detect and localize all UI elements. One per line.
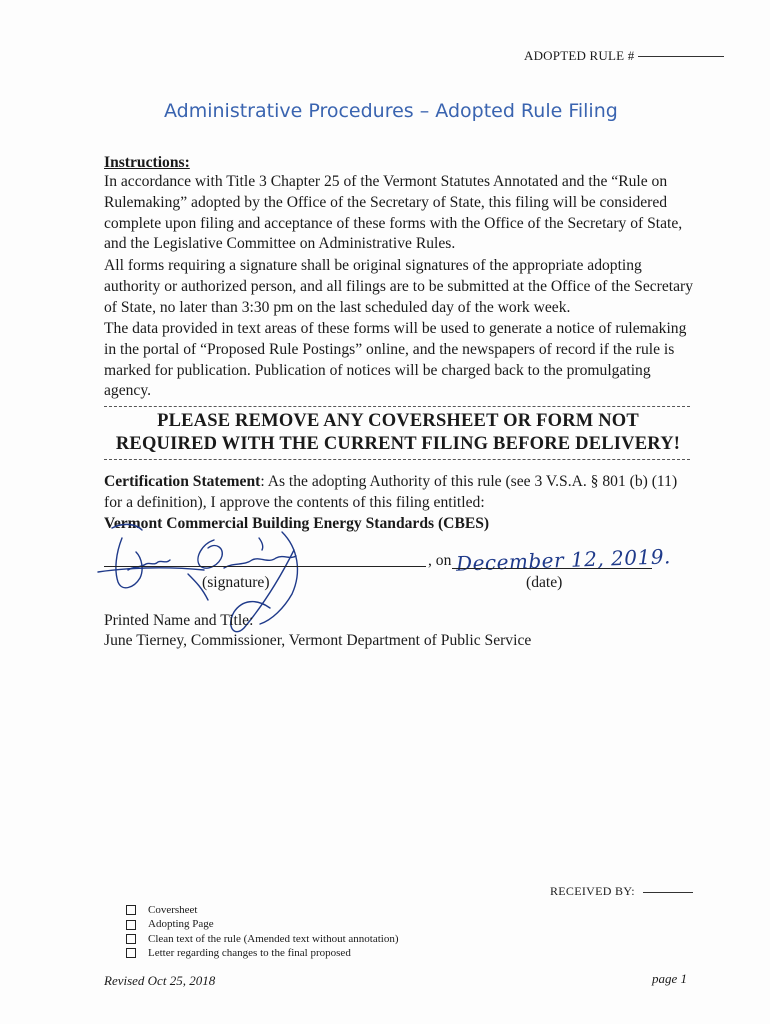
received-by-blank xyxy=(643,892,693,893)
instructions-paragraph-3: The data provided in text areas of these forms will be used to generate a notice of rulemaking in the portal of “Proposed Rule Postings” online, and the newspapers of record if the rule is marked for publication. Publication of notices will be charged back to the promulgating agency. xyxy=(104,320,687,400)
checklist-item: Coversheet xyxy=(126,903,399,917)
adopted-rule-number xyxy=(524,48,724,64)
printed-name-value: June Tierney, Commissioner, Vermont Department of Public Service xyxy=(104,632,532,649)
handwritten-date: December 12, 2019. xyxy=(455,544,672,576)
certification-label: Certification Statement xyxy=(104,473,261,490)
received-by xyxy=(550,884,693,899)
document-title: Administrative Procedures – Adopted Rule Filing xyxy=(164,100,618,122)
banner-line-1: PLEASE REMOVE ANY COVERSHEET OR FORM NOT xyxy=(157,411,639,431)
adopted-rule-blank xyxy=(638,56,724,57)
signature-line xyxy=(104,566,426,567)
checkbox[interactable] xyxy=(126,920,136,930)
divider-bottom xyxy=(104,459,690,460)
removal-warning-banner xyxy=(104,410,692,456)
certification-text: : As the adopting Authority of this rule (see 3 V.S.A. § 801 (b) (11) for a definition), I approve the contents of this filing entitled: xyxy=(104,473,678,511)
instructions-paragraph-1: In accordance with Title 3 Chapter 25 of the Vermont Statutes Annotated and the “Rule on Rulemaking” adopted by the Office of the Secretary of State, this filing will be considered complete upon filing and acceptance of these forms with the Office of the Secretary of State, and the Legislative Committee on Administrative Rules. xyxy=(104,173,683,253)
checkbox[interactable] xyxy=(126,905,136,915)
checklist-item: Clean text of the rule (Amended text without annotation) xyxy=(126,932,399,946)
received-by-label: RECEIVED BY: xyxy=(550,884,635,898)
checklist-item: Letter regarding changes to the final proposed xyxy=(126,946,399,960)
instructions-paragraph-2: All forms requiring a signature shall be original signatures of the appropriate adopting authority or authorized person, and all filings are to be submitted at the Office of the Secretary of State, no later than 3:30 pm on the last scheduled day of the work week. xyxy=(104,257,694,316)
filing-checklist xyxy=(126,903,399,961)
page-number: page 1 xyxy=(652,971,688,986)
divider-top xyxy=(104,406,690,407)
checkbox[interactable] xyxy=(126,934,136,944)
date-caption: (date) xyxy=(526,574,563,591)
adopted-rule-label: ADOPTED RULE # xyxy=(524,48,635,63)
instructions-heading: Instructions: xyxy=(104,154,190,171)
banner-line-2: REQUIRED WITH THE CURRENT FILING BEFORE DELIVERY! xyxy=(115,434,681,454)
checklist-item: Adopting Page xyxy=(126,917,399,931)
revision-date: Revised Oct 25, 2018 xyxy=(104,973,216,988)
signature-caption: (signature) xyxy=(202,574,270,591)
rule-title: Vermont Commercial Building Energy Standards (CBES) xyxy=(104,514,490,532)
on-label: , on xyxy=(428,552,452,569)
printed-name-label: Printed Name and Title: xyxy=(104,612,254,629)
date-line xyxy=(452,568,652,569)
checkbox[interactable] xyxy=(126,948,136,958)
